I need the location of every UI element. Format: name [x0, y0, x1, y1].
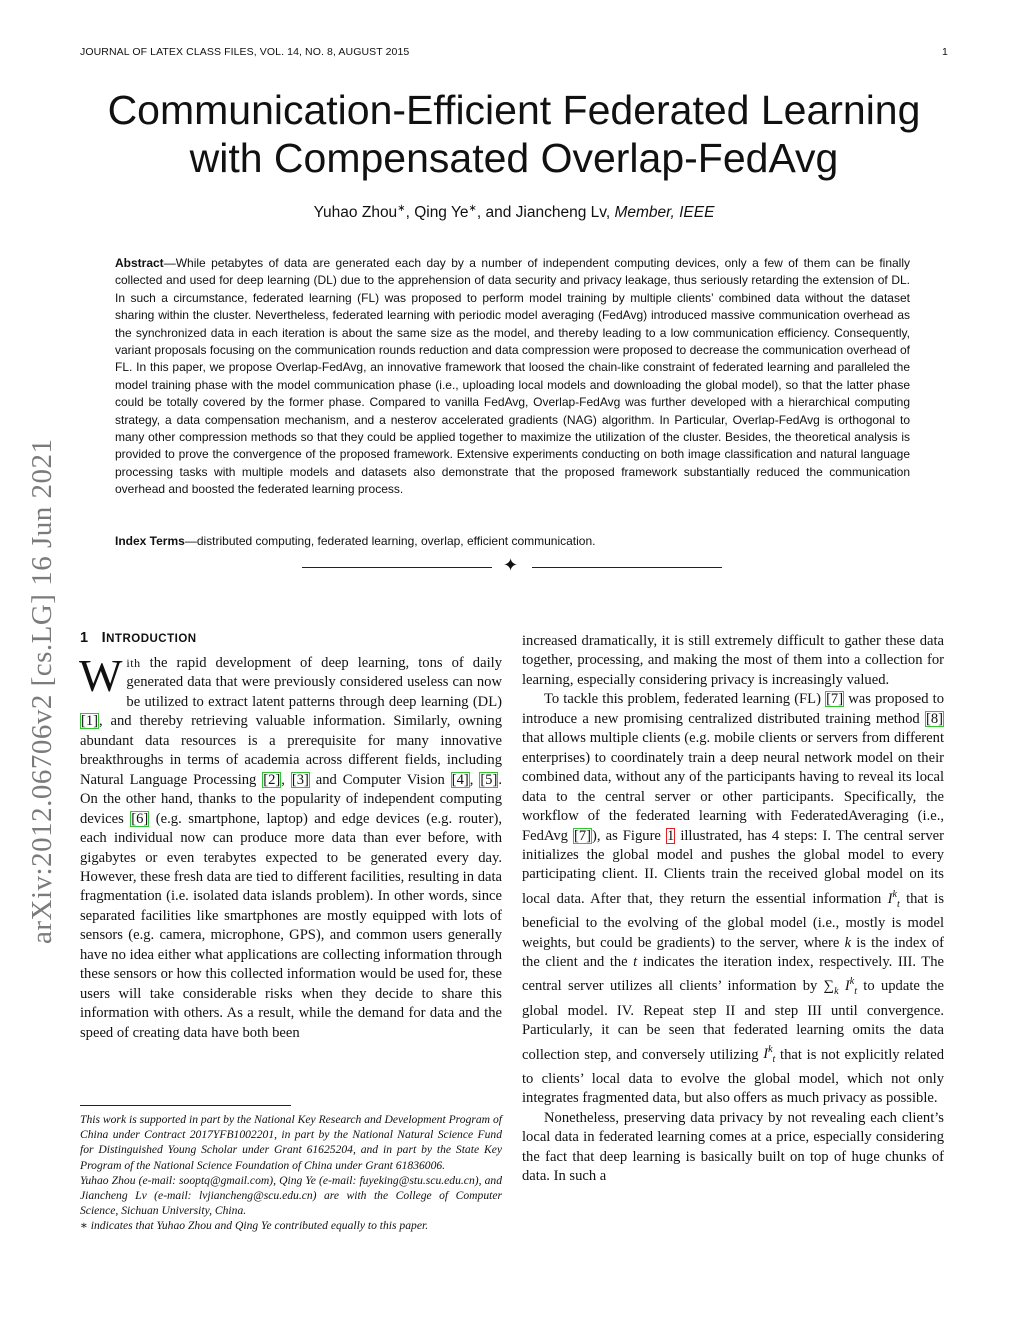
math-superscript: k: [768, 1044, 773, 1056]
math-symbol: t: [633, 954, 638, 971]
body-text: , and thereby retrieving valuable information. Similarly, owning abundant data resources is a prerequisite for many innovative breakthroughs in terms of academia across different fields, including Natural Language Processing: [80, 713, 502, 788]
sum-symbol: ∑: [823, 978, 835, 995]
footnote-affiliation: Yuhao Zhou (e-mail: sooptq@gmail.com), Qing Ye (e-mail: fuyeking@stu.scu.edu.cn), and Jiancheng Lv (e-mail: lvjiancheng@scu.edu.cn) are with the College of Computer Science, Sichuan University, China.: [80, 1173, 502, 1218]
body-text: indicates the iteration index, respectively. III. The central server utilizes all clients’ information by: [522, 954, 944, 995]
body-text: illustrated, has 4 steps: I. The central server initializes the global model and pushes the global model to every participating client. II. Clients train the received global model on its local data. After that, they return the essential information: [522, 827, 944, 907]
citation-link[interactable]: [6]: [131, 810, 149, 827]
body-text: To tackle this problem, federated learning (FL): [544, 691, 826, 708]
arxiv-stamp: arXiv:2012.06706v2 [cs.LG] 16 Jun 2021: [26, 438, 58, 944]
math-symbol: I: [887, 890, 893, 907]
section-number: 1: [80, 630, 89, 646]
body-text: (e.g. smartphone, laptop) and edge devices (e.g. router), each individual now can produce more data than ever before, with gigabytes or even terabytes expected to be generated every day. However, these fresh data are tied to different facilities, resulting in data fragmentation (i.e. isolated data islands problem). In other words, since separated facilities like smartphones are mostly equipped with lots of sensors (e.g. camera, microphone, GPS), and common users generally have no idea either what applications are collecting information through these sensors or how this collected information would be used for, these users will take considerable risks when they decide to share this information with others. As a result, while the demand for data and the speed of creating data have both been: [80, 810, 502, 1041]
running-head: [80, 46, 948, 58]
math-subscript: t: [772, 1054, 776, 1066]
body-text: that is beneficial to the evolving of the global model (i.e., mostly is model weights, but could be gradients) to the server, where: [522, 890, 944, 951]
footnote-funding: This work is supported in part by the National Key Research and Development Program of China under Contract 2017YFB1002201, in part by the National Natural Science Fund for Distinguished Young Scholar under Grant 61625204, and in part by the State Key Program of the National Science Foundation of China under Grant 61836006.: [80, 1113, 502, 1172]
math-symbol: k: [844, 934, 852, 951]
separator-rule-right: [532, 567, 722, 568]
body-text: ,: [469, 771, 480, 788]
footnotes: [80, 1112, 502, 1234]
citation-link[interactable]: [5]: [480, 771, 498, 788]
footnote-text: indicates that Yuhao Zhou and Qing Ye contributed equally to this paper.: [87, 1219, 429, 1233]
body-text: ), as Figure: [592, 827, 666, 844]
section-heading: [80, 630, 197, 646]
author-names-a: Yuhao Zhou: [313, 204, 398, 222]
index-terms-text: —distributed computing, federated learning, overlap, efficient communication.: [184, 534, 596, 548]
right-column: [522, 632, 944, 1187]
citation-link[interactable]: [2]: [263, 771, 281, 788]
body-text: ,: [281, 771, 291, 788]
author-names-c: , and Jiancheng Lv,: [476, 204, 615, 222]
index-terms-label: Index Terms: [115, 534, 185, 548]
abstract-label: Abstract: [115, 256, 164, 270]
abstract: [115, 255, 910, 499]
body-text: is the index of the client and the: [522, 934, 944, 971]
body-text: that is not explicitly related to clients’ local data to evolve the global model, which not only integrates fragmented data, but also offers as much privacy as possible.: [522, 1046, 944, 1107]
paper-title: [80, 86, 948, 182]
body-text: and Computer Vision: [309, 771, 451, 788]
journal-name: JOURNAL OF LATEX CLASS FILES, VOL. 14, NO. 8, AUGUST 2015: [80, 46, 410, 58]
math-subscript: t: [854, 986, 857, 998]
citation-link[interactable]: [3]: [291, 771, 309, 788]
figure-link[interactable]: 1: [666, 827, 675, 844]
footnote-equal-contribution: [80, 1218, 502, 1233]
paragraph: [522, 690, 944, 1108]
footnote-rule: [80, 1105, 291, 1106]
citation-link[interactable]: [7]: [574, 827, 592, 844]
math-info: [763, 1044, 776, 1066]
left-column: [79, 650, 502, 1043]
page-number: 1: [942, 46, 948, 58]
math-info: [887, 888, 900, 910]
section-title-rest: NTRODUCTION: [106, 633, 197, 645]
title-line-2: with Compensated Overlap-FedAvg: [189, 135, 839, 181]
math-symbol: I: [844, 978, 850, 995]
author-names-b: , Qing Ye: [405, 204, 469, 222]
abstract-text: —While petabytes of data are generated each day by a number of independent computing devices, only a few of them can be finally collected and used for deep learning (DL) due to the apprehension of data security and privacy leakage, thus seriously retarding the extension of DL. In such a circumstance, federated learning (FL) was proposed to perform model training by multiple clients’ combined data without the dataset sharing within the cluster. Nevertheless, federated learning with periodic model averaging (FedAvg) introduced massive communication overhead as the synchronized data in each iteration is about the same size as the model, and thereby leading to a low communication efficiency. Consequently, variant proposals focusing on the communication rounds reduction and data compression were proposed to decrease the communication overhead of FL. In this paper, we propose Overlap-FedAvg, an innovative framework that loosed the chain-like constraint of federated learning and paralleled the model training phase with the model communication phase (i.e., uploading local models and downloading the global model), so that the latter phase could be totally covered by the former phase. Compared to vanilla FedAvg, Overlap-FedAvg was further developed with a hierarchical computing strategy, a data compensation mechanism, and a nesterov accelerated gradients (NAG) algorithm. In Particular, Overlap-FedAvg is orthogonal to many other compression methods so that they could be applied together to maximize the utilization of the cluster. Besides, the theoretical analysis is provided to prove the convergence of the proposed framework. Extensive experiments conducting on both image classification and natural language processing tasks with multiple models and datasets also demonstrate that the proposed framework substantially reduced the communication overhead and boosted the federated learning process.: [115, 256, 910, 497]
equal-contrib-mark: ∗: [80, 1219, 88, 1233]
citation-link[interactable]: [7]: [826, 691, 844, 708]
body-text: was proposed to introduce a new promising centralized distributed training method: [522, 691, 944, 727]
citation-link[interactable]: [8]: [925, 710, 943, 727]
index-terms: [115, 534, 910, 548]
author-membership: Member, IEEE: [614, 204, 715, 222]
math-superscript: k: [892, 888, 897, 900]
body-text: to update the global model. IV. Repeat step II and step III until convergence. Particularly, it can be seen that federated learning omits the data collection step, and conversely utilizing: [522, 978, 944, 1063]
title-line-1: Communication-Efficient Federated Learning: [107, 87, 921, 133]
body-text: . On the other hand, thanks to the popularity of independent computing devices: [80, 771, 502, 827]
body-text: the rapid development of deep learning, tons of daily generated data that were previously considered useless can now be utilized to extract latent patterns through deep learning (DL): [126, 655, 502, 710]
math-sum: [823, 976, 857, 998]
math-superscript: k: [849, 976, 855, 988]
separator-rule-left: [302, 567, 492, 568]
citation-link[interactable]: [1]: [81, 713, 99, 730]
equal-contrib-mark: ∗: [397, 203, 406, 214]
intro-paragraph: [79, 650, 502, 1043]
first-word-rest: ith: [126, 656, 141, 670]
body-text: that allows multiple clients (e.g. mobile clients or servers from different enterprises) to coordinately train a deep neural network model on their combined data, without any of the participants having to reveal its local data to the central server or other participants. Specifically, the workflow of the federated learning with FederatedAveraging (i.e., FedAvg: [522, 730, 944, 844]
paragraph: Nonetheless, preserving data privacy by not revealing each client’s local data in federated learning comes at a price, especially considering the fact that deep learning is basically built on top of huge chunks of data. In such a: [522, 1109, 944, 1185]
math-symbol: I: [763, 1046, 769, 1063]
drop-cap: W: [79, 650, 123, 701]
math-subscript: k: [834, 986, 839, 998]
citation-link[interactable]: [4]: [451, 771, 469, 788]
paragraph: increased dramatically, it is still extremely difficult to gather these data together, processing, and making the most of them into a collection for learning, especially considering privacy is increasingly valued.: [522, 633, 944, 688]
authors: [80, 203, 948, 222]
section-title-initial: I: [101, 630, 107, 646]
equal-contrib-mark: ∗: [468, 203, 477, 214]
separator-diamond-icon: ✦: [503, 555, 519, 575]
math-subscript: t: [896, 898, 900, 910]
section-separator: [302, 555, 722, 576]
